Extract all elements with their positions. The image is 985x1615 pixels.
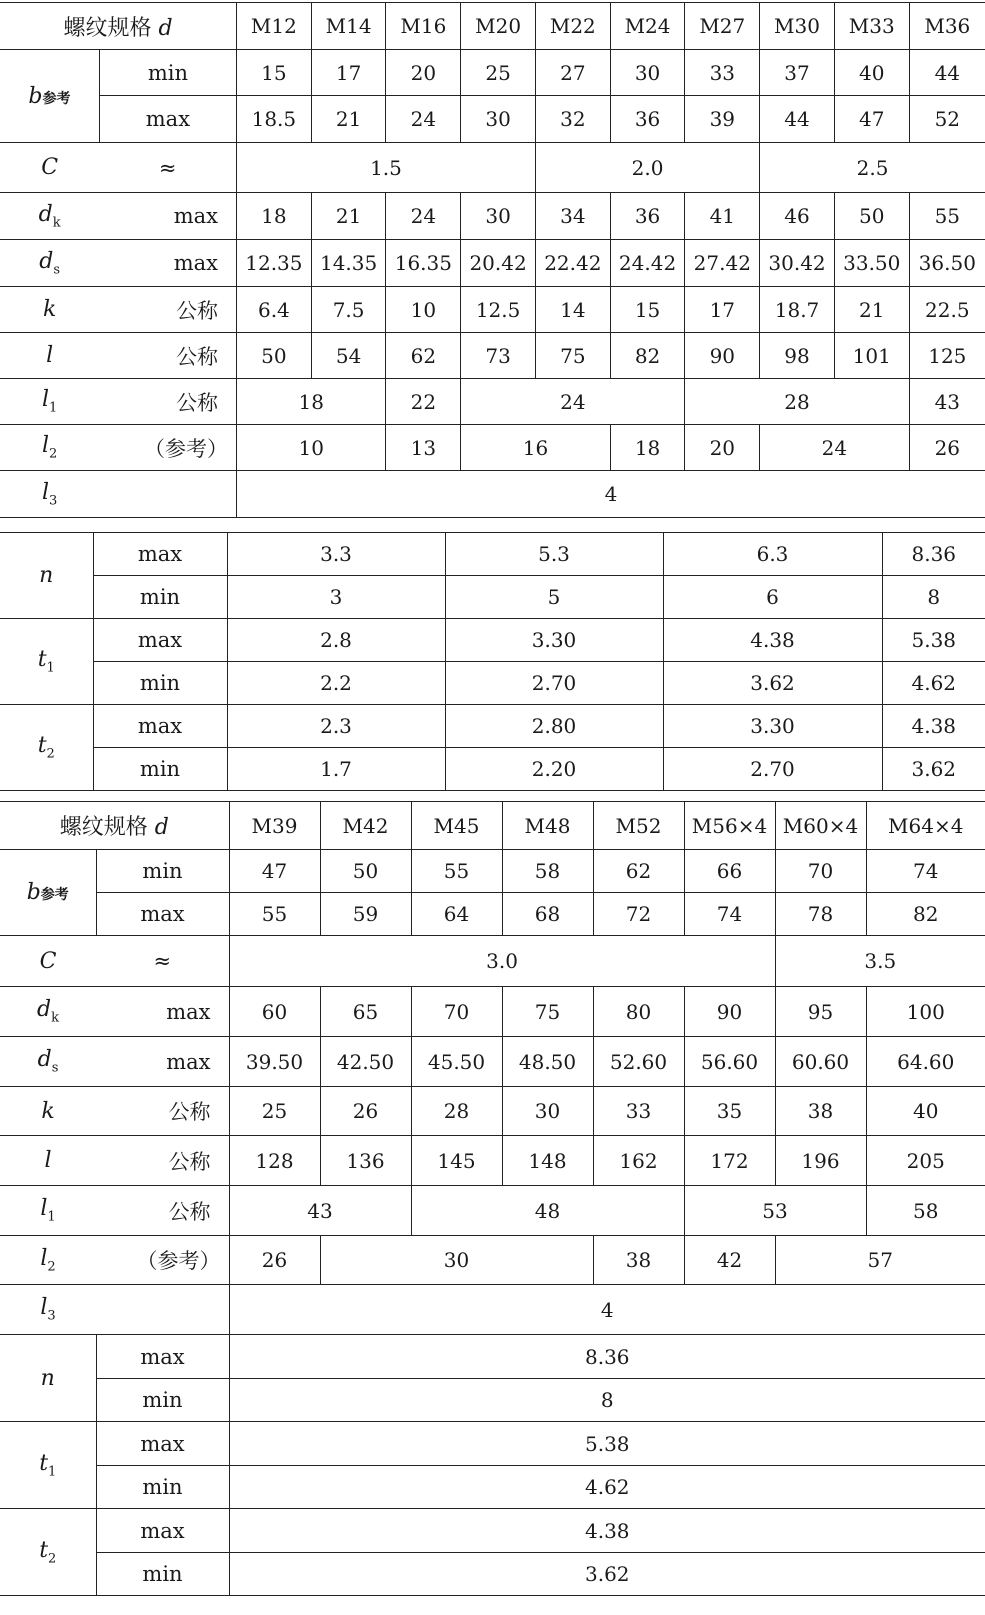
cell: 17 — [311, 50, 386, 96]
cell: 4.38 — [229, 1509, 985, 1553]
max-label: max — [96, 1037, 229, 1087]
cell: 33 — [685, 50, 760, 96]
cell: 36 — [610, 193, 685, 240]
cell: 37 — [760, 50, 835, 96]
cell: 32 — [535, 96, 610, 143]
cell: 18.5 — [237, 96, 312, 143]
size-header: M22 — [535, 3, 610, 50]
dk-label: $d_k$ — [0, 987, 96, 1037]
k-label: k — [0, 1087, 96, 1136]
cell: 26 — [320, 1087, 411, 1136]
approx-label: ≈ — [96, 936, 229, 987]
l-label: l — [0, 333, 99, 379]
cell: 58 — [866, 1186, 985, 1236]
nominal-label: 公称 — [96, 1087, 229, 1136]
cell: 3.62 — [882, 748, 985, 791]
cell: 48 — [411, 1186, 684, 1236]
cell: 3.62 — [663, 662, 882, 705]
size-header: M20 — [461, 3, 536, 50]
cell: 42.50 — [320, 1037, 411, 1087]
cell: 4.62 — [229, 1466, 985, 1509]
cell: 50 — [834, 193, 909, 240]
cell: 47 — [834, 96, 909, 143]
cell: 55 — [411, 850, 502, 893]
cell: 36.50 — [909, 240, 985, 287]
cell: 22 — [386, 379, 461, 425]
min-label: min — [93, 662, 227, 705]
cell: 57 — [775, 1236, 985, 1285]
n-label: n — [0, 1335, 96, 1422]
cell: 26 — [229, 1236, 320, 1285]
cell: 4.38 — [663, 619, 882, 662]
max-label: max — [96, 893, 229, 936]
cell: 6.4 — [237, 287, 312, 333]
cell: 98 — [760, 333, 835, 379]
dk-label: $d_k$ — [0, 193, 99, 240]
t2-max-row — [0, 705, 985, 748]
spec-table-upper — [0, 2, 985, 518]
cell: 148 — [502, 1136, 593, 1186]
nominal-label: 公称 — [96, 1186, 229, 1236]
size-header: M48 — [502, 802, 593, 850]
nominal-label: 公称 — [99, 379, 236, 425]
cell: 35 — [684, 1087, 775, 1136]
min-label: min — [96, 850, 229, 893]
cell: 5.38 — [229, 1422, 985, 1466]
size-header: M33 — [834, 3, 909, 50]
cell: 62 — [386, 333, 461, 379]
c-row — [0, 143, 985, 193]
cell: 6 — [663, 576, 882, 619]
thread-size-header: 螺纹规格 d — [0, 3, 237, 50]
k-label: k — [0, 287, 99, 333]
n-max-row — [0, 533, 985, 576]
cell: 44 — [760, 96, 835, 143]
cell: 1.7 — [227, 748, 445, 791]
cell: 4 — [237, 471, 985, 518]
cell: 25 — [229, 1087, 320, 1136]
cell: 14 — [535, 287, 610, 333]
cell: 2.20 — [445, 748, 663, 791]
cell: 66 — [684, 850, 775, 893]
cell: 3.30 — [445, 619, 663, 662]
cell: 38 — [593, 1236, 684, 1285]
max-label: max — [96, 1335, 229, 1379]
cell: 82 — [866, 893, 985, 936]
cell: 101 — [834, 333, 909, 379]
cell: 18 — [237, 379, 386, 425]
cell: 8.36 — [882, 533, 985, 576]
cell: 74 — [684, 893, 775, 936]
cell: 41 — [685, 193, 760, 240]
cell: 2.5 — [760, 143, 985, 193]
cell: 27 — [535, 50, 610, 96]
cell: 60 — [229, 987, 320, 1037]
cell: 38 — [775, 1087, 866, 1136]
cell: 3.62 — [229, 1553, 985, 1596]
min-label: min — [96, 1379, 229, 1422]
cell: 12.35 — [237, 240, 312, 287]
cell: 3.3 — [227, 533, 445, 576]
cell: 3 — [227, 576, 445, 619]
n-label: n — [0, 533, 93, 619]
nominal-label: 公称 — [99, 333, 236, 379]
cell: 100 — [866, 987, 985, 1037]
cell: 39 — [685, 96, 760, 143]
cell: 6.3 — [663, 533, 882, 576]
size-header: M36 — [909, 3, 985, 50]
cell: 40 — [834, 50, 909, 96]
t2-label: $t_2$ — [0, 705, 93, 791]
cell: 18 — [610, 425, 685, 471]
cell: 16 — [461, 425, 610, 471]
b-ref-label: b参考 — [0, 50, 99, 143]
l3-row — [0, 471, 985, 518]
l1-label: $l_1$ — [0, 1186, 96, 1236]
l-row — [0, 1136, 985, 1186]
size-header: M56×4 — [684, 802, 775, 850]
l1-label: $l_1$ — [0, 379, 99, 425]
cell: 25 — [461, 50, 536, 96]
cell: 15 — [237, 50, 312, 96]
cell: 30 — [320, 1236, 593, 1285]
min-label: min — [96, 1466, 229, 1509]
cell: 90 — [684, 987, 775, 1037]
cell: 30.42 — [760, 240, 835, 287]
max-label: max — [99, 193, 236, 240]
cell: 8.36 — [229, 1335, 985, 1379]
cell: 20 — [685, 425, 760, 471]
max-label: max — [93, 619, 227, 662]
cell: 20.42 — [461, 240, 536, 287]
b-ref-label: b参考 — [0, 850, 96, 936]
thread-size-header: 螺纹规格 d — [0, 802, 229, 850]
cell: 136 — [320, 1136, 411, 1186]
nominal-label: 公称 — [99, 287, 236, 333]
l-label: l — [0, 1136, 96, 1186]
cell: 70 — [411, 987, 502, 1037]
cell: 8 — [229, 1379, 985, 1422]
l3-row — [0, 1285, 985, 1335]
cell: 68 — [502, 893, 593, 936]
cell: 64 — [411, 893, 502, 936]
n-max-row — [0, 1335, 985, 1379]
empty-cell — [96, 1285, 229, 1335]
size-header: M16 — [386, 3, 461, 50]
cell: 75 — [535, 333, 610, 379]
dk-row — [0, 987, 985, 1037]
cell: 7.5 — [311, 287, 386, 333]
cell: 50 — [237, 333, 312, 379]
cell: 70 — [775, 850, 866, 893]
cell: 3.30 — [663, 705, 882, 748]
cell: 2.8 — [227, 619, 445, 662]
max-label: max — [99, 96, 236, 143]
cell: 64.60 — [866, 1037, 985, 1087]
size-header: M39 — [229, 802, 320, 850]
cell: 17 — [685, 287, 760, 333]
l2-row — [0, 425, 985, 471]
cell: 125 — [909, 333, 985, 379]
t2-label: $t_2$ — [0, 1509, 96, 1596]
cell: 20 — [386, 50, 461, 96]
cell: 78 — [775, 893, 866, 936]
l1-row — [0, 1186, 985, 1236]
spec-table-slot-dims — [0, 532, 985, 791]
size-header: M14 — [311, 3, 386, 50]
min-label: min — [96, 1553, 229, 1596]
cell: 26 — [909, 425, 985, 471]
cell: 5 — [445, 576, 663, 619]
cell: 4.62 — [882, 662, 985, 705]
cell: 24 — [386, 193, 461, 240]
cell: 18 — [237, 193, 312, 240]
cell: 30 — [610, 50, 685, 96]
c-label: C — [0, 143, 99, 193]
cell: 10 — [237, 425, 386, 471]
t1-label: $t_1$ — [0, 1422, 96, 1509]
cell: 205 — [866, 1136, 985, 1186]
cell: 128 — [229, 1136, 320, 1186]
cell: 95 — [775, 987, 866, 1037]
min-label: min — [93, 748, 227, 791]
cell: 34 — [535, 193, 610, 240]
cell: 24 — [386, 96, 461, 143]
max-label: max — [96, 1422, 229, 1466]
min-label: min — [99, 50, 236, 96]
cell: 33.50 — [834, 240, 909, 287]
min-label: min — [93, 576, 227, 619]
cell: 33 — [593, 1087, 684, 1136]
cell: 1.5 — [237, 143, 536, 193]
t2-max-row — [0, 1509, 985, 1553]
cell: 28 — [685, 379, 909, 425]
t1-min-row — [0, 1466, 985, 1509]
cell: 14.35 — [311, 240, 386, 287]
size-header: M24 — [610, 3, 685, 50]
ds-row — [0, 1037, 985, 1087]
cell: 65 — [320, 987, 411, 1037]
cell: 162 — [593, 1136, 684, 1186]
cell: 30 — [461, 193, 536, 240]
cell: 21 — [311, 193, 386, 240]
cell: 50 — [320, 850, 411, 893]
t2-min-row — [0, 1553, 985, 1596]
n-min-row — [0, 1379, 985, 1422]
l-row — [0, 333, 985, 379]
cell: 13 — [386, 425, 461, 471]
cell: 24.42 — [610, 240, 685, 287]
cell: 28 — [411, 1087, 502, 1136]
ds-label: $d_s$ — [0, 1037, 96, 1087]
size-header: M64×4 — [866, 802, 985, 850]
size-header: M27 — [685, 3, 760, 50]
cell: 44 — [909, 50, 985, 96]
cell: 54 — [311, 333, 386, 379]
cell: 3.5 — [775, 936, 985, 987]
cell: 53 — [684, 1186, 866, 1236]
cell: 16.35 — [386, 240, 461, 287]
approx-label: ≈ — [99, 143, 236, 193]
cell: 60.60 — [775, 1037, 866, 1087]
l2-row — [0, 1236, 985, 1285]
max-label: max — [96, 987, 229, 1037]
cell: 8 — [882, 576, 985, 619]
cell: 15 — [610, 287, 685, 333]
k-row — [0, 287, 985, 333]
cell: 2.70 — [445, 662, 663, 705]
cell: 40 — [866, 1087, 985, 1136]
cell: 46 — [760, 193, 835, 240]
cell: 39.50 — [229, 1037, 320, 1087]
cell: 43 — [909, 379, 985, 425]
cell: 56.60 — [684, 1037, 775, 1087]
l3-label: $l_3$ — [0, 1285, 96, 1335]
t1-min-row — [0, 662, 985, 705]
cell: 21 — [311, 96, 386, 143]
cell: 22.42 — [535, 240, 610, 287]
spec-table-lower — [0, 801, 985, 1596]
cell: 2.80 — [445, 705, 663, 748]
cell: 62 — [593, 850, 684, 893]
nominal-label: 公称 — [96, 1136, 229, 1186]
cell: 2.70 — [663, 748, 882, 791]
cell: 74 — [866, 850, 985, 893]
cell: 2.2 — [227, 662, 445, 705]
cell: 145 — [411, 1136, 502, 1186]
size-header: M30 — [760, 3, 835, 50]
b-max-row — [0, 96, 985, 143]
cell: 21 — [834, 287, 909, 333]
ds-row — [0, 240, 985, 287]
cell: 80 — [593, 987, 684, 1037]
cell: 2.3 — [227, 705, 445, 748]
size-header: M12 — [237, 3, 312, 50]
empty-cell — [99, 471, 236, 518]
l1-row — [0, 379, 985, 425]
cell: 5.3 — [445, 533, 663, 576]
n-min-row — [0, 576, 985, 619]
cell: 3.0 — [229, 936, 775, 987]
cell: 59 — [320, 893, 411, 936]
max-label: max — [99, 240, 236, 287]
max-label: max — [96, 1509, 229, 1553]
cell: 52 — [909, 96, 985, 143]
size-header: M42 — [320, 802, 411, 850]
cell: 18.7 — [760, 287, 835, 333]
cell: 22.5 — [909, 287, 985, 333]
cell: 55 — [909, 193, 985, 240]
cell: 52.60 — [593, 1037, 684, 1087]
t1-max-row — [0, 619, 985, 662]
b-min-row — [0, 50, 985, 96]
cell: 10 — [386, 287, 461, 333]
c-row — [0, 936, 985, 987]
cell: 196 — [775, 1136, 866, 1186]
l2-label: $l_2$ — [0, 1236, 96, 1285]
header-row — [0, 802, 985, 850]
size-header: M45 — [411, 802, 502, 850]
cell: 72 — [593, 893, 684, 936]
max-label: max — [93, 705, 227, 748]
cell: 82 — [610, 333, 685, 379]
cell: 36 — [610, 96, 685, 143]
cell: 42 — [684, 1236, 775, 1285]
cell: 2.0 — [535, 143, 759, 193]
b-max-row — [0, 893, 985, 936]
cell: 30 — [461, 96, 536, 143]
cell: 73 — [461, 333, 536, 379]
cell: 27.42 — [685, 240, 760, 287]
cell: 48.50 — [502, 1037, 593, 1087]
c-label: C — [0, 936, 96, 987]
cell: 172 — [684, 1136, 775, 1186]
cell: 5.38 — [882, 619, 985, 662]
size-header: M52 — [593, 802, 684, 850]
cell: 45.50 — [411, 1037, 502, 1087]
t1-label: $t_1$ — [0, 619, 93, 705]
cell: 30 — [502, 1087, 593, 1136]
cell: 90 — [685, 333, 760, 379]
cell: 12.5 — [461, 287, 536, 333]
dk-row — [0, 193, 985, 240]
size-header: M60×4 — [775, 802, 866, 850]
t1-max-row — [0, 1422, 985, 1466]
header-row — [0, 3, 985, 50]
l2-label: $l_2$ — [0, 425, 99, 471]
cell: 43 — [229, 1186, 411, 1236]
cell: 4.38 — [882, 705, 985, 748]
ref-label: （参考） — [99, 425, 236, 471]
cell: 75 — [502, 987, 593, 1037]
cell: 4 — [229, 1285, 985, 1335]
k-row — [0, 1087, 985, 1136]
cell: 24 — [760, 425, 909, 471]
max-label: max — [93, 533, 227, 576]
l3-label: $l_3$ — [0, 471, 99, 518]
cell: 55 — [229, 893, 320, 936]
b-min-row — [0, 850, 985, 893]
ref-label: （参考） — [96, 1236, 229, 1285]
cell: 47 — [229, 850, 320, 893]
t2-min-row — [0, 748, 985, 791]
cell: 24 — [461, 379, 685, 425]
ds-label: $d_s$ — [0, 240, 99, 287]
cell: 58 — [502, 850, 593, 893]
